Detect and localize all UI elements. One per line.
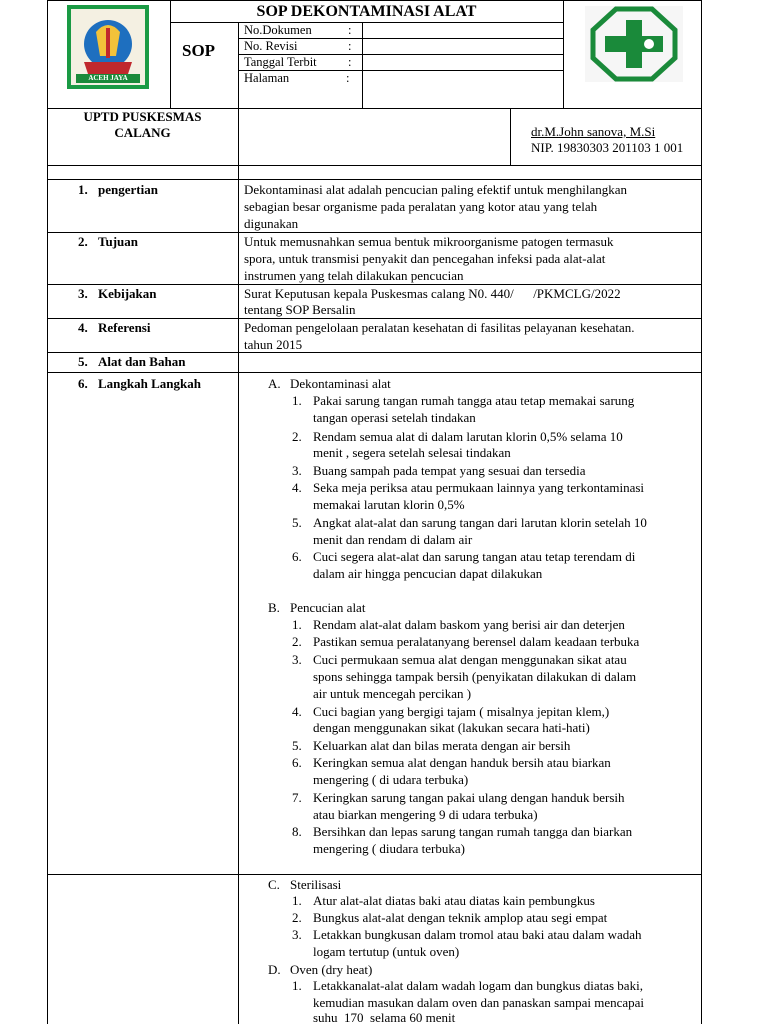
- step-text: Bungkus alat-alat dengan teknik amplop atau segi empat: [313, 910, 608, 925]
- step-text: dalam air hingga pencucian dapat dilakukan: [313, 566, 543, 581]
- step-text: Angkat alat-alat dan sarung tangan dari larutan klorin setelah 10: [313, 515, 647, 530]
- section-number: 6.: [78, 376, 88, 391]
- step-group-title: Oven (dry heat): [290, 962, 373, 977]
- section-number: 1.: [78, 182, 88, 197]
- step-number: 8.: [292, 824, 302, 839]
- step-number: 6.: [292, 755, 302, 770]
- page-title: SOP DEKONTAMINASI ALAT: [256, 3, 477, 20]
- colon: :: [348, 23, 352, 37]
- section-number: 4.: [78, 320, 88, 335]
- step-text: Cuci permukaan semua alat dengan menggunakan sikat atau: [313, 652, 627, 667]
- step-text: Keringkan sarung tangan pakai ulang dengan handuk bersih: [313, 790, 625, 805]
- step-text: mengering ( diudara terbuka): [313, 841, 465, 856]
- section-text-line: Untuk memusnahkan semua bentuk mikroorganisme patogen termasuk: [244, 234, 614, 249]
- step-text: air untuk mencegah percikan ): [313, 686, 472, 701]
- section-text-line: instrumen yang telah dilakukan pencucian: [244, 268, 464, 283]
- org-name-line2: CALANG: [114, 125, 171, 140]
- step-text: dengan menggunakan sikat (lakukan secara hati-hati): [313, 720, 590, 735]
- step-text: Seka meja periksa atau permukaan lainnya yang terkontaminasi: [313, 480, 645, 495]
- step-number: 1.: [292, 393, 302, 408]
- step-number: 2.: [292, 634, 302, 649]
- step-number: 4.: [292, 480, 302, 495]
- section-text-line: Surat Keputusan kepala Puskesmas calang N0. 440/ /PKMCLG/2022: [244, 286, 621, 301]
- field-halaman: Halaman: [244, 71, 290, 85]
- step-number: 3.: [292, 927, 302, 942]
- section-text-line: sebagian besar organisme pada peralatan yang kotor atau yang telah: [244, 199, 598, 214]
- section-text-line: tahun 2015: [244, 337, 303, 352]
- step-text: suhu 170 selama 60 menit: [313, 1010, 456, 1025]
- step-text: Letakkan bungkusan dalam tromol atau baki atau dalam wadah: [313, 927, 642, 942]
- step-group-label: C.: [268, 877, 280, 892]
- health-cross-logo: [585, 6, 683, 82]
- step-text: atau biarkan mengering 9 di udara terbuka): [313, 807, 538, 822]
- step-group-label: A.: [268, 376, 281, 391]
- step-text: Cuci bagian yang bergigi tajam ( misalnya jepitan klem,): [313, 704, 610, 719]
- step-text: Pastikan semua peralatanyang berensel dalam keadaan terbuka: [313, 634, 640, 649]
- step-text: kemudian masukan dalam oven dan panaskan sampai mencapai: [313, 995, 645, 1010]
- step-group-title: Sterilisasi: [290, 877, 342, 892]
- step-number: 7.: [292, 790, 302, 805]
- step-number: 2.: [292, 910, 302, 925]
- section-title-kebijakan: Kebijakan: [98, 286, 157, 301]
- section-text-line: Pedoman pengelolaan peralatan kesehatan di fasilitas pelayanan kesehatan.: [244, 320, 635, 335]
- step-text: logam tertutup (untuk oven): [313, 944, 460, 959]
- step-group-title: Dekontaminasi alat: [290, 376, 391, 391]
- step-text: Pakai sarung tangan rumah tangga atau tetap memakai sarung: [313, 393, 635, 408]
- step-number: 6.: [292, 549, 302, 564]
- left-logo: [66, 4, 150, 90]
- section-text-line: Dekontaminasi alat adalah pencucian paling efektif untuk menghilangkan: [244, 182, 628, 197]
- step-number: 3.: [292, 463, 302, 478]
- sop-label: SOP: [182, 41, 216, 60]
- step-number: 1.: [292, 978, 302, 993]
- section-number: 5.: [78, 354, 88, 369]
- section-text-line: tentang SOP Bersalin: [244, 302, 356, 317]
- section-text-line: spora, untuk transmisi penyakit dan pencegahan infeksi pada alat-alat: [244, 251, 606, 266]
- signer-name: dr.M.John sanova, M.Si: [531, 124, 656, 139]
- section-title-pengertian: pengertian: [98, 182, 158, 197]
- colon: :: [346, 71, 350, 85]
- colon: :: [348, 39, 352, 53]
- signer-nip: NIP. 19830303 201103 1 001: [531, 140, 684, 155]
- step-text: mengering ( di udara terbuka): [313, 772, 469, 787]
- step-text: Atur alat-alat diatas baki atau diatas kain pembungkus: [313, 893, 595, 908]
- step-text: tangan operasi setelah tindakan: [313, 410, 476, 425]
- step-text: Letakkanalat-alat dalam wadah logam dan bungkus diatas baki,: [313, 978, 643, 993]
- section-title-alat-bahan: Alat dan Bahan: [98, 354, 186, 369]
- section-title-langkah: Langkah Langkah: [98, 376, 201, 391]
- step-number: 1.: [292, 893, 302, 908]
- step-number: 1.: [292, 617, 302, 632]
- step-number: 2.: [292, 429, 302, 444]
- field-no-dokumen: No.Dokumen: [244, 23, 312, 37]
- step-number: 5.: [292, 738, 302, 753]
- section-number: 2.: [78, 234, 88, 249]
- step-group-label: B.: [268, 600, 280, 615]
- section-number: 3.: [78, 286, 88, 301]
- step-text: Rendam alat-alat dalam baskom yang berisi air dan deterjen: [313, 617, 625, 632]
- field-tanggal-terbit: Tanggal Terbit: [244, 55, 317, 69]
- step-number: 3.: [292, 652, 302, 667]
- step-group-label: D.: [268, 962, 281, 977]
- step-text: Buang sampah pada tempat yang sesuai dan tersedia: [313, 463, 586, 478]
- step-number: 4.: [292, 704, 302, 719]
- step-text: menit , segera setelah selesai tindakan: [313, 445, 511, 460]
- section-title-tujuan: Tujuan: [98, 234, 138, 249]
- colon: :: [348, 55, 352, 69]
- step-text: Bersihkan dan lepas sarung tangan rumah tangga dan biarkan: [313, 824, 633, 839]
- step-group-title: Pencucian alat: [290, 600, 366, 615]
- org-name-line1: UPTD PUSKESMAS: [83, 109, 202, 124]
- step-text: Rendam semua alat di dalam larutan klorin 0,5% selama 10: [313, 429, 623, 444]
- section-title-referensi: Referensi: [98, 320, 151, 335]
- step-text: menit dan rendam di dalam air: [313, 532, 473, 547]
- step-number: 5.: [292, 515, 302, 530]
- step-text: Cuci segera alat-alat dan sarung tangan atau tetap terendam di: [313, 549, 636, 564]
- step-text: Keringkan semua alat dengan handuk bersih atau biarkan: [313, 755, 611, 770]
- field-no-revisi: No. Revisi: [244, 39, 298, 53]
- step-text: spons sehingga tampak bersih (penyikatan dilakukan di dalam: [313, 669, 637, 684]
- section-text-line: digunakan: [244, 216, 299, 231]
- step-text: memakai larutan klorin 0,5%: [313, 497, 465, 512]
- step-text: Keluarkan alat dan bilas merata dengan air bersih: [313, 738, 571, 753]
- logo-caption: ACEH JAYA: [88, 74, 128, 82]
